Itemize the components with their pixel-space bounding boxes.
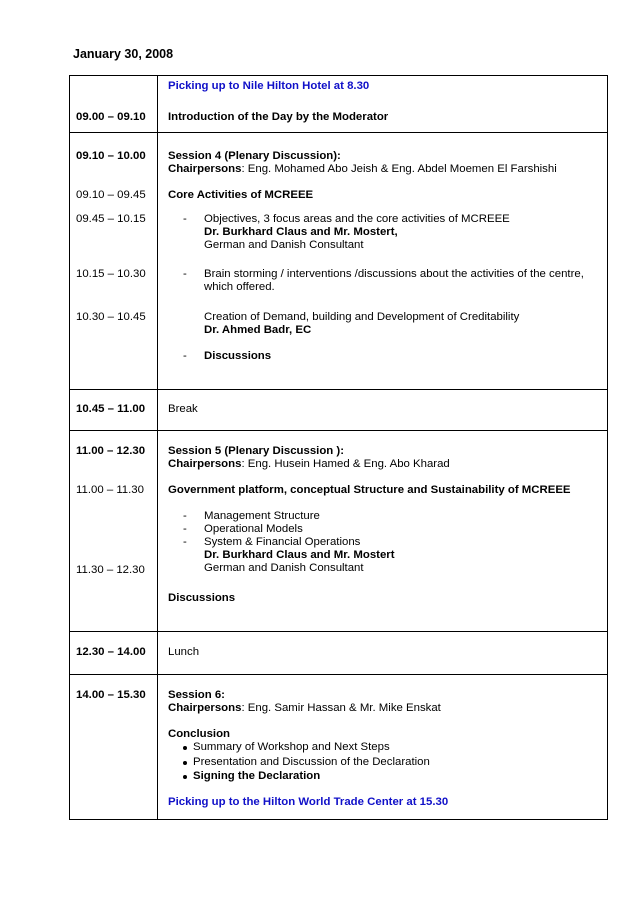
list-item-continued: which offered. [204, 281, 275, 293]
lunch-label: Lunch [168, 646, 200, 658]
content-cell [158, 632, 608, 675]
dash-marker: - [183, 268, 187, 280]
list-item: Management Structure [204, 510, 320, 522]
list-item: Discussions [204, 350, 272, 362]
time-label: 12.30 – 14.00 [76, 646, 146, 658]
time-cell [70, 632, 158, 675]
list-item: Creation of Demand, building and Development of Creditability [204, 311, 520, 323]
chairpersons-names: : Eng. Samir Hassan & Mr. Mike Enskat [241, 702, 441, 714]
time-label: 10.45 – 11.00 [76, 403, 146, 415]
pickup-note: Picking up to Nile Hilton Hotel at 8.30 [168, 80, 370, 92]
agenda-row-break [70, 390, 608, 431]
time-label: 11.30 – 12.30 [76, 564, 145, 576]
list-item: Brain storming / interventions /discussions about the activities of the centre, [204, 268, 584, 280]
agenda-row-opening [70, 76, 608, 133]
break-label: Break [168, 403, 198, 415]
content-cell [158, 76, 608, 133]
closing-item: Discussions [168, 592, 236, 604]
time-cell [70, 133, 158, 390]
speaker-role: German and Danish Consultant [204, 562, 364, 574]
session-title: Session 6: [168, 689, 225, 701]
speaker-name: Dr. Burkhard Claus and Mr. Mostert, [204, 226, 398, 238]
list-item: System & Financial Operations [204, 536, 361, 548]
speaker-name: Dr. Ahmed Badr, EC [204, 324, 312, 336]
time-label: 14.00 – 15.30 [76, 689, 146, 701]
chairpersons-line [168, 702, 441, 715]
agenda-item: Introduction of the Day by the Moderator [168, 111, 389, 123]
bullet-icon [183, 775, 187, 779]
section-heading: Core Activities of MCREEE [168, 189, 314, 201]
time-label: 09.45 – 10.15 [76, 213, 146, 225]
chairpersons-names: : Eng. Mohamed Abo Jeish & Eng. Abdel Moemen El Farshishi [241, 163, 557, 175]
content-cell [158, 431, 608, 632]
time-label: 11.00 – 12.30 [76, 445, 146, 457]
list-item: Objectives, 3 focus areas and the core activities of MCREEE [204, 213, 510, 225]
time-label: 11.00 – 11.30 [76, 484, 144, 496]
list-item: Operational Models [204, 523, 303, 535]
speaker-name: Dr. Burkhard Claus and Mr. Mostert [204, 549, 395, 561]
dash-marker: - [183, 510, 187, 522]
bullet-icon [183, 746, 187, 750]
speaker-role: German and Danish Consultant [204, 239, 364, 251]
chairpersons-line [168, 458, 450, 471]
bullet-icon [183, 761, 187, 765]
chairpersons-label: Chairpersons [168, 458, 242, 470]
time-label: 09.10 – 09.45 [76, 189, 146, 201]
content-cell [158, 133, 608, 390]
agenda-table [69, 75, 608, 820]
time-label: 10.15 – 10.30 [76, 268, 146, 280]
bullet-item: Summary of Workshop and Next Steps [193, 741, 390, 753]
chairpersons-line [168, 163, 557, 176]
session-title: Session 5 (Plenary Discussion ): [168, 445, 344, 457]
time-cell [70, 390, 158, 431]
section-heading: Government platform, conceptual Structure and Sustainability of MCREEE [168, 484, 571, 496]
agenda-row-session-4 [70, 133, 608, 390]
dash-marker: - [183, 536, 187, 548]
chairpersons-label: Chairpersons [168, 163, 242, 175]
bullet-item: Presentation and Discussion of the Declaration [193, 756, 430, 768]
chairpersons-names: : Eng. Husein Hamed & Eng. Abo Kharad [241, 458, 450, 470]
time-label: 09.10 – 10.00 [76, 150, 146, 162]
chairpersons-label: Chairpersons [168, 702, 242, 714]
content-cell [158, 390, 608, 431]
time-label: 09.00 – 09.10 [76, 111, 146, 123]
dash-marker: - [183, 350, 187, 362]
agenda-row-session-5 [70, 431, 608, 632]
agenda-row-session-6 [70, 675, 608, 820]
session-title: Session 4 (Plenary Discussion): [168, 150, 341, 162]
time-cell [70, 431, 158, 632]
content-cell [158, 675, 608, 820]
agenda-row-lunch [70, 632, 608, 675]
dash-marker: - [183, 523, 187, 535]
time-label: 10.30 – 10.45 [76, 311, 146, 323]
pickup-note: Picking up to the Hilton World Trade Center at 15.30 [168, 796, 449, 808]
section-heading: Conclusion [168, 728, 231, 740]
dash-marker: - [183, 213, 187, 225]
time-cell [70, 675, 158, 820]
bullet-item: Signing the Declaration [193, 770, 321, 782]
document-date: January 30, 2008 [73, 47, 174, 61]
time-cell [70, 76, 158, 133]
